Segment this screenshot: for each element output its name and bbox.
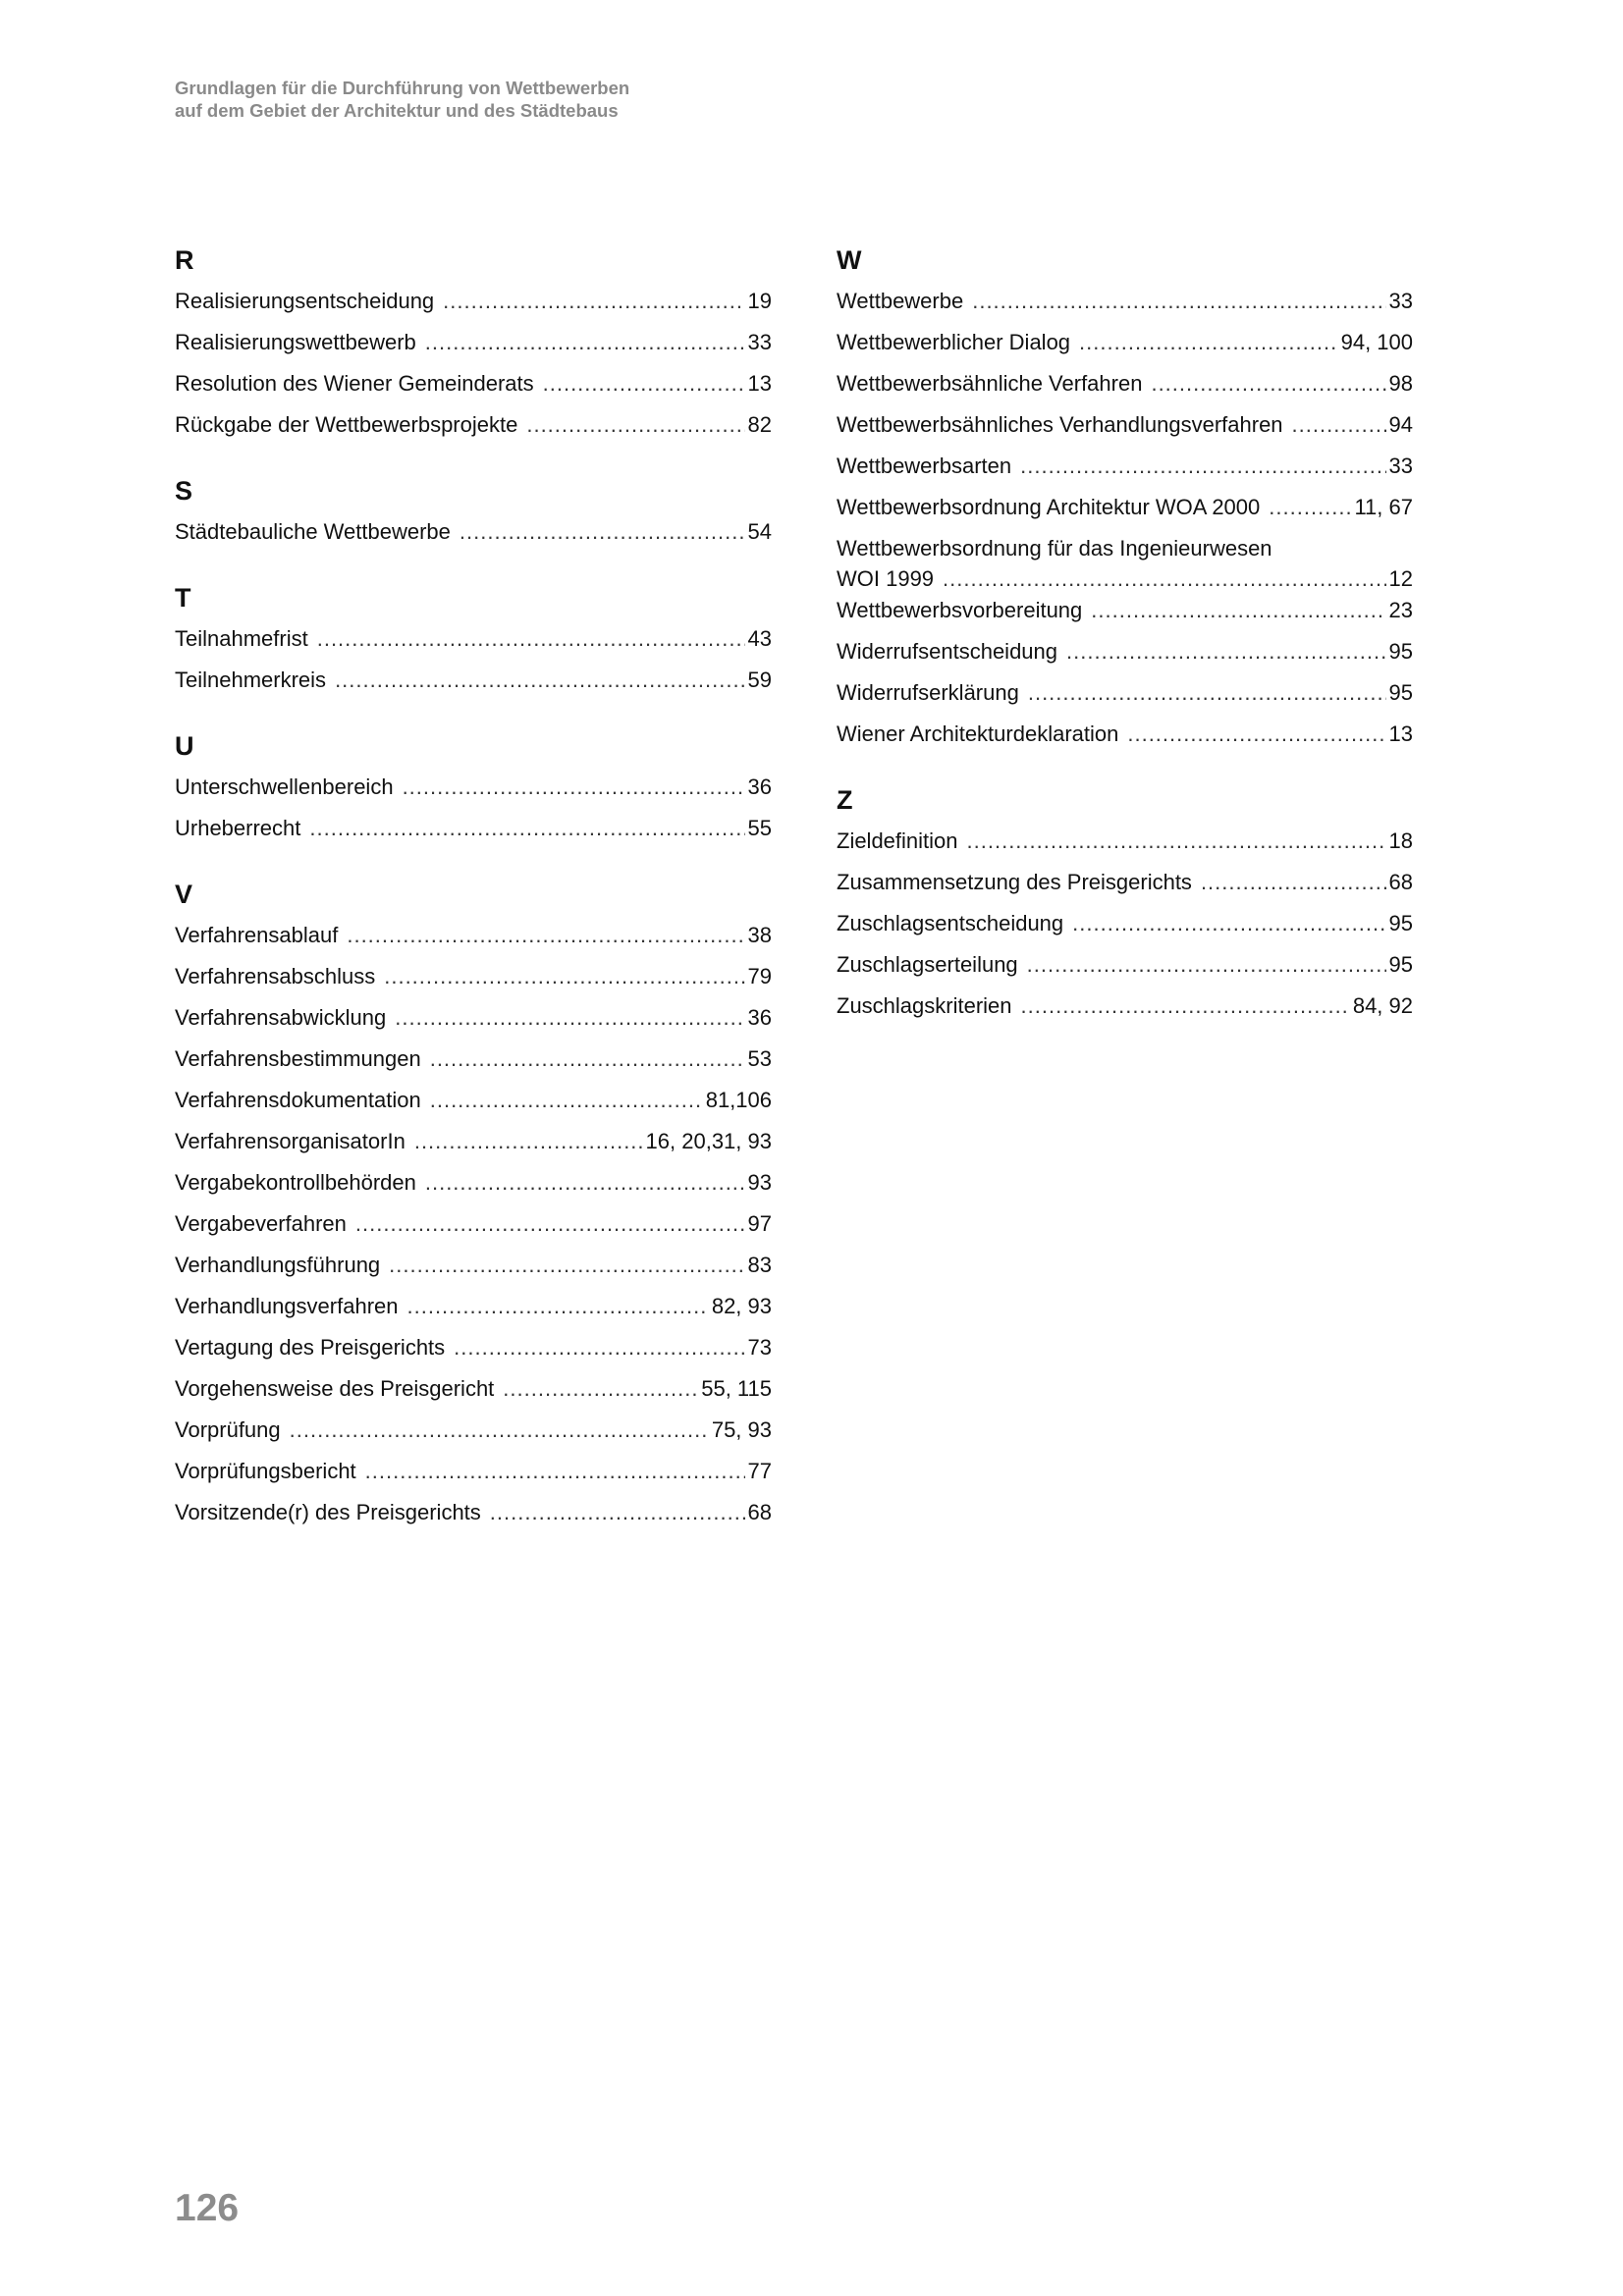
entry-term: Zuschlagserteilung [837, 952, 1018, 977]
entry-pages: 53 [747, 1046, 772, 1071]
index-section-t [175, 583, 772, 709]
entry-term: Zuschlagskriterien [837, 993, 1012, 1018]
entry-term: Verfahrensbestimmungen [175, 1046, 421, 1071]
index-entry [175, 1211, 772, 1253]
index-section-r [175, 245, 772, 454]
dot-leader [425, 1170, 745, 1196]
index-entry [175, 774, 772, 816]
entry-pages: 93 [747, 1170, 772, 1195]
entry-pages: 43 [747, 626, 772, 651]
entry-pages: 83 [747, 1253, 772, 1277]
entry-term: Zieldefinition [837, 828, 958, 853]
section-letter: T [175, 583, 191, 613]
dot-leader [1020, 454, 1385, 479]
index-entry [837, 721, 1413, 763]
section-letter: U [175, 731, 194, 761]
index-section-w [837, 245, 1413, 763]
entry-pages: 95 [1388, 952, 1413, 977]
index-entry [175, 1170, 772, 1211]
index-entry [175, 330, 772, 371]
entry-term: Verfahrensabwicklung [175, 1005, 387, 1030]
header-line-2: auf dem Gebiet der Architektur und des Städtebaus [175, 100, 619, 121]
index-entry [175, 1294, 772, 1335]
index-entry [837, 536, 1413, 598]
dot-leader [425, 330, 745, 355]
dot-leader [1027, 952, 1386, 978]
entry-term: Wettbewerbe [837, 289, 964, 313]
section-letter: W [837, 245, 862, 275]
entry-term: Wettbewerbsvorbereitung [837, 598, 1083, 622]
index-entry [175, 1253, 772, 1294]
entry-pages: 18 [1388, 828, 1413, 853]
dot-leader [389, 1253, 744, 1278]
dot-leader [414, 1129, 643, 1154]
index-section-s [175, 476, 772, 561]
dot-leader [1021, 993, 1350, 1019]
dot-leader [454, 1335, 744, 1361]
index-entry [837, 680, 1413, 721]
index-entry [175, 816, 772, 857]
dot-leader [335, 667, 744, 693]
dot-leader [1066, 639, 1386, 665]
entry-pages: 23 [1388, 598, 1413, 622]
dot-leader [1079, 330, 1338, 355]
entry-term: Resolution des Wiener Gemeinderats [175, 371, 534, 396]
dot-leader [347, 923, 744, 948]
entry-term: Widerrufsentscheidung [837, 639, 1058, 664]
index-entry [175, 1500, 772, 1541]
entry-pages: 55, 115 [701, 1376, 772, 1401]
dot-leader [407, 1294, 709, 1319]
entry-term: Vertagung des Preisgerichts [175, 1335, 446, 1360]
index-entry [837, 911, 1413, 952]
entry-pages: 13 [1388, 721, 1413, 746]
entry-term: Wettbewerbsordnung Architektur WOA 2000 [837, 495, 1261, 519]
entry-pages: 54 [747, 519, 772, 544]
index-entry [175, 1005, 772, 1046]
entry-term: Wettbewerbsordnung für das Ingenieurwesen [837, 536, 1272, 561]
section-letter: R [175, 245, 194, 275]
entry-pages: 19 [747, 289, 772, 313]
entry-term: Urheberrecht [175, 816, 301, 840]
entry-pages: 38 [747, 923, 772, 947]
dot-leader [443, 289, 744, 314]
index-entry [175, 626, 772, 667]
dot-leader [355, 1211, 745, 1237]
entry-term: Vergabekontrollbehörden [175, 1170, 416, 1195]
index-entry [175, 1088, 772, 1129]
entry-term: Verfahrensabschluss [175, 964, 376, 988]
entry-pages: 82 [747, 412, 772, 437]
entry-pages: 98 [1388, 371, 1413, 396]
entry-pages: 79 [747, 964, 772, 988]
header-line-1: Grundlagen für die Durchführung von Wettbewerben [175, 78, 630, 98]
entry-term: VerfahrensorganisatorIn [175, 1129, 406, 1153]
entry-pages: 81,106 [705, 1088, 772, 1112]
entry-term: Städtebauliche Wettbewerbe [175, 519, 451, 544]
entry-pages: 55 [747, 816, 772, 840]
index-entry [837, 330, 1413, 371]
entry-term: Widerrufserklärung [837, 680, 1019, 705]
entry-term: Zuschlagsentscheidung [837, 911, 1064, 935]
index-entry [175, 1129, 772, 1170]
section-letter: S [175, 476, 193, 506]
entry-term: Verhandlungsführung [175, 1253, 381, 1277]
entry-pages: 95 [1388, 639, 1413, 664]
dot-leader [430, 1088, 703, 1113]
entry-term: Rückgabe der Wettbewerbsprojekte [175, 412, 518, 437]
entry-pages: 33 [1388, 289, 1413, 313]
entry-pages: 59 [747, 667, 772, 692]
entry-term: Vorprüfung [175, 1417, 281, 1442]
index-section-v [175, 880, 772, 1541]
dot-leader [490, 1500, 745, 1525]
entry-term: Wettbewerblicher Dialog [837, 330, 1071, 354]
dot-leader [1151, 371, 1385, 397]
dot-leader [943, 566, 1385, 592]
entry-term: Realisierungswettbewerb [175, 330, 416, 354]
dot-leader [1127, 721, 1385, 747]
entry-pages: 33 [1388, 454, 1413, 478]
running-header [175, 77, 629, 122]
dot-leader [384, 964, 744, 989]
entry-term: Unterschwellenbereich [175, 774, 394, 799]
dot-leader [526, 412, 744, 438]
index-entry [837, 952, 1413, 993]
entry-term: Wiener Architekturdeklaration [837, 721, 1119, 746]
entry-pages: 94, 100 [1340, 330, 1413, 354]
entry-term: Vorsitzende(r) des Preisgerichts [175, 1500, 481, 1524]
dot-leader [290, 1417, 709, 1443]
entry-term: Verhandlungsverfahren [175, 1294, 399, 1318]
entry-term: Verfahrensdokumentation [175, 1088, 421, 1112]
dot-leader [1269, 495, 1351, 520]
entry-term: Teilnahmefrist [175, 626, 308, 651]
entry-pages: 33 [747, 330, 772, 354]
dot-leader [460, 519, 745, 545]
dot-leader [430, 1046, 745, 1072]
dot-leader [317, 626, 745, 652]
section-letter: V [175, 880, 193, 909]
entry-term: Wettbewerbsarten [837, 454, 1012, 478]
entry-term: Wettbewerbsähnliche Verfahren [837, 371, 1143, 396]
entry-pages: 36 [747, 774, 772, 799]
entry-pages: 68 [1388, 870, 1413, 894]
entry-term: Teilnehmerkreis [175, 667, 327, 692]
index-entry [175, 964, 772, 1005]
index-entry [837, 495, 1413, 536]
entry-pages: 77 [747, 1459, 772, 1483]
index-entry [175, 412, 772, 454]
dot-leader [543, 371, 745, 397]
entry-pages: 12 [1388, 566, 1413, 591]
entry-pages: 68 [747, 1500, 772, 1524]
dot-leader [309, 816, 744, 841]
index-section-u [175, 731, 772, 857]
entry-continuation [837, 566, 1413, 592]
index-section-z [837, 785, 1413, 1035]
entry-term: Vorprüfungsbericht [175, 1459, 356, 1483]
index-column-left [175, 245, 772, 1541]
index-entry [837, 870, 1413, 911]
entry-pages: 75, 93 [711, 1417, 772, 1442]
dot-leader [1201, 870, 1386, 895]
entry-term: Wettbewerbsähnliches Verhandlungsverfahren [837, 412, 1283, 437]
entry-pages: 82, 93 [711, 1294, 772, 1318]
dot-leader [403, 774, 745, 800]
index-entry [837, 371, 1413, 412]
index-entry [837, 993, 1413, 1035]
index-entry [175, 519, 772, 561]
page-number: 126 [175, 2187, 240, 2229]
dot-leader [967, 828, 1386, 854]
index-entry [175, 1459, 772, 1500]
entry-pages: 84, 92 [1352, 993, 1413, 1018]
dot-leader [1072, 911, 1385, 936]
index-entry [175, 667, 772, 709]
entry-pages: 13 [747, 371, 772, 396]
entry-pages: 94 [1388, 412, 1413, 437]
dot-leader [365, 1459, 745, 1484]
index-entry [175, 371, 772, 412]
entry-term: Vorgehensweise des Preisgericht [175, 1376, 495, 1401]
index-entry [175, 289, 772, 330]
index-entry [837, 828, 1413, 870]
entry-pages: 36 [747, 1005, 772, 1030]
entry-term: Vergabeverfahren [175, 1211, 347, 1236]
index-entry [837, 412, 1413, 454]
entry-pages: 73 [747, 1335, 772, 1360]
index-entry [837, 289, 1413, 330]
entry-pages: 11, 67 [1354, 495, 1413, 519]
index-entry [175, 1335, 772, 1376]
entry-term: Verfahrensablauf [175, 923, 339, 947]
dot-leader [1091, 598, 1385, 623]
index-entry [175, 923, 772, 964]
entry-pages: 95 [1388, 680, 1413, 705]
index-entry [175, 1417, 772, 1459]
entry-term: Realisierungsentscheidung [175, 289, 435, 313]
section-letter: Z [837, 785, 853, 815]
dot-leader [1292, 412, 1386, 438]
dot-leader [503, 1376, 698, 1402]
entry-pages: 97 [747, 1211, 772, 1236]
index-entry [837, 454, 1413, 495]
index-entry [837, 639, 1413, 680]
entry-pages: 95 [1388, 911, 1413, 935]
index-column-right [837, 245, 1413, 1035]
dot-leader [395, 1005, 744, 1031]
dot-leader [1028, 680, 1386, 706]
entry-term-continued: WOI 1999 [837, 566, 935, 591]
entry-term: Zusammensetzung des Preisgerichts [837, 870, 1192, 894]
index-entry [175, 1376, 772, 1417]
dot-leader [972, 289, 1385, 314]
index-entry [175, 1046, 772, 1088]
index-entry [837, 598, 1413, 639]
entry-pages: 16, 20,31, 93 [645, 1129, 772, 1153]
